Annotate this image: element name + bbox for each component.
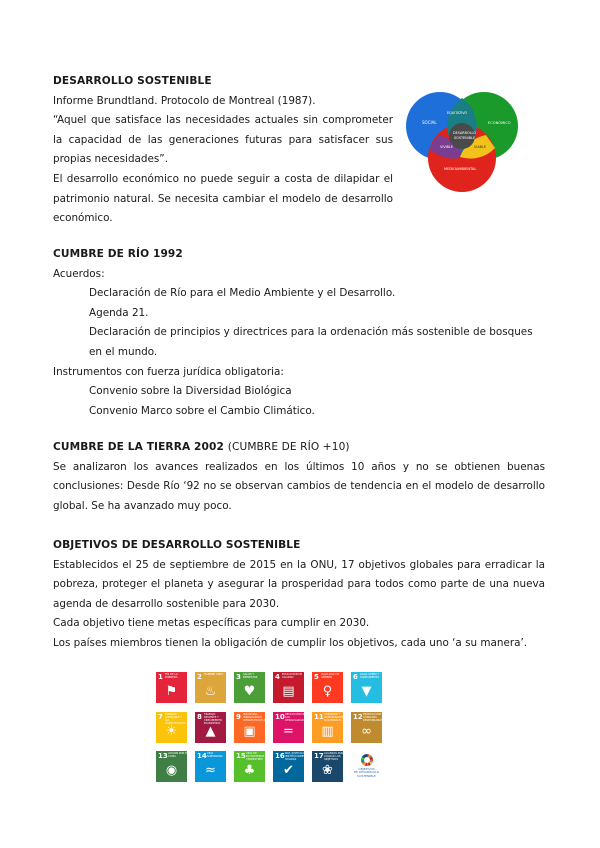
sdg-tile-17 bbox=[312, 751, 343, 782]
social-label: SOCIAL bbox=[422, 120, 437, 125]
sdg-tile-1 bbox=[156, 672, 187, 703]
center-label-2: SOSTENIBLE bbox=[454, 136, 476, 140]
sdg-number: 8 bbox=[197, 712, 202, 721]
dove-icon: ✔ bbox=[283, 763, 294, 778]
bearable-label: VIVIBLE bbox=[440, 145, 453, 149]
section-heading: OBJETIVOS DE DESARROLLO SOSTENIBLE bbox=[53, 539, 301, 551]
sdg-label: SALUD Y BIENESTAR bbox=[243, 673, 258, 679]
sdg-logo-tile bbox=[351, 751, 382, 782]
sdg-label: VIDA DE ECOSISTEMAS TERRESTRES bbox=[246, 752, 265, 761]
paragraph: Establecidos el 25 de septiembre de 2015 en la ONU, 17 objetivos globales para erradicar la pobreza, proteger el planeta y asegurar la prosperidad para todos como parte de una nueva agenda de desarrollo sostenible para 2030. bbox=[53, 558, 545, 610]
economic-label: ECONÓMICO bbox=[488, 121, 511, 125]
viable-label: VIABLE bbox=[474, 145, 486, 149]
heartbeat-icon: ♥ bbox=[243, 684, 256, 699]
sdg-tile-7 bbox=[156, 712, 187, 743]
sdg-tile-8 bbox=[195, 712, 226, 743]
section-desarrollo-sostenible bbox=[53, 72, 393, 229]
sdg-tile-13 bbox=[156, 751, 187, 782]
sdg-label: VIDA SUBMARINA bbox=[207, 752, 223, 758]
heading-sub: (CUMBRE DE RÍO +10) bbox=[227, 441, 350, 453]
brundtland-quote: “Aquel que satisface las necesidades actuales sin comprometer la capacidad de las generaciones futuras para satisfacer sus propias necesidades”. bbox=[53, 114, 393, 166]
equal-icon: = bbox=[283, 723, 294, 739]
knot-icon: ❀ bbox=[322, 763, 333, 778]
sun-icon: ☀ bbox=[165, 723, 178, 739]
list-item: Agenda 21. bbox=[89, 306, 149, 319]
section-heading: DESARROLLO SOSTENIBLE bbox=[53, 75, 212, 87]
list-item: Declaración de principios y directrices para la ordenación más sostenible de bosques en el mundo. bbox=[89, 326, 533, 358]
sdg-label: CIUDADES Y COMUNIDADES SOSTENIBLES bbox=[324, 712, 344, 722]
sdg-tiles-grid bbox=[156, 672, 382, 782]
sdg-number: 14 bbox=[197, 752, 207, 760]
list-item: Declaración de Río para el Medio Ambiente y el Desarrollo. bbox=[89, 287, 396, 300]
sdg-number: 5 bbox=[314, 673, 319, 681]
bowl-icon: ♨ bbox=[204, 684, 217, 699]
sdg-number: 15 bbox=[236, 752, 246, 760]
sdg-tile-9 bbox=[234, 712, 269, 743]
section-heading bbox=[53, 438, 545, 458]
sdg-number: 13 bbox=[158, 752, 168, 760]
sdg-label: IGUALDAD DE GÉNERO bbox=[321, 673, 340, 679]
sdg-label: PAZ, JUSTICIA E INSTITUCIONES SÓLIDAS bbox=[285, 752, 306, 761]
center-label-1: DESARROLLO bbox=[453, 131, 476, 135]
sdg-label: ENERGÍA ASEQUIBLE Y NO CONTAMINANTE bbox=[165, 712, 186, 725]
sdg-tile-2 bbox=[195, 672, 226, 703]
paragraph: Los países miembros tienen la obligación de cumplir los objetivos, cada uno ‘a su manera’. bbox=[53, 636, 528, 649]
sdg-number: 10 bbox=[275, 712, 285, 721]
book-icon: ▤ bbox=[282, 684, 295, 699]
sdg-label: ACCIÓN POR EL CLIMA bbox=[168, 752, 189, 758]
water-icon: ▼ bbox=[361, 684, 372, 699]
sdg-number: 11 bbox=[314, 712, 324, 721]
list-item: Convenio sobre la Diversidad Biológica bbox=[89, 385, 292, 398]
sdg-label: TRABAJO DECENTE Y CRECIMIENTO ECONÓMICO bbox=[204, 712, 223, 725]
eye-globe-icon: ◉ bbox=[165, 763, 178, 778]
gender-icon: ♀ bbox=[322, 684, 333, 699]
sdg-tile-5 bbox=[312, 672, 343, 703]
section-objetivos-ods bbox=[53, 536, 545, 654]
report-line: Informe Brundtland. Protocolo de Montreal (1987). bbox=[53, 94, 316, 107]
sdg-label: ALIANZAS PARA LOGRAR LOS OBJETIVOS bbox=[324, 752, 345, 761]
sdg-number: 9 bbox=[236, 712, 241, 721]
sdg-number: 1 bbox=[158, 673, 163, 681]
sdg-tile-10 bbox=[273, 712, 308, 743]
sdg-label: HAMBRE CERO bbox=[204, 673, 224, 676]
sdg-label: PRODUCCIÓN Y CONSUMO RESPONSABLES bbox=[363, 712, 384, 722]
sdg-tile-11 bbox=[312, 712, 343, 743]
sdg-label: REDUCCIÓN DE LAS DESIGUALDADES bbox=[285, 712, 308, 722]
city-icon: ▥ bbox=[321, 723, 334, 739]
sdg-label: FIN DE LA POBREZA bbox=[165, 673, 178, 679]
sdg-number: 3 bbox=[236, 673, 241, 681]
paragraph: Cada objetivo tiene metas específicas para cumplir en 2030. bbox=[53, 617, 370, 630]
sdg-number: 16 bbox=[275, 752, 285, 760]
agreements-label: Acuerdos: bbox=[53, 267, 105, 280]
sdg-number: 12 bbox=[353, 712, 363, 721]
sdg-label: INDUSTRIA, INNOVACIÓN E INFRAESTRUCTURA bbox=[243, 712, 269, 722]
section-cumbre-tierra-2002 bbox=[53, 438, 545, 516]
sustainability-venn-diagram bbox=[398, 86, 524, 196]
sdg-tile-3 bbox=[234, 672, 265, 703]
family-icon: ⚑ bbox=[165, 684, 178, 699]
tree-icon: ♣ bbox=[243, 763, 256, 778]
sdg-number: 6 bbox=[353, 673, 358, 681]
chart-icon: ▲ bbox=[205, 723, 216, 739]
sdg-logo-line2: DE DESARROLLO bbox=[353, 770, 380, 775]
sdg-tile-15 bbox=[234, 751, 265, 782]
sdg-wheel-center bbox=[364, 757, 370, 763]
sdg-number: 17 bbox=[314, 752, 324, 760]
sdg-tile-12 bbox=[351, 712, 382, 743]
equitable-label: EQUITATIVO bbox=[447, 111, 468, 115]
fish-icon: ≈ bbox=[205, 763, 216, 778]
sdg-number: 4 bbox=[275, 673, 280, 681]
section-cumbre-rio-1992 bbox=[53, 245, 545, 421]
sdg-logo-line1: OBJETIVOS bbox=[358, 767, 375, 771]
instruments-label: Instrumentos con fuerza jurídica obligatoria: bbox=[53, 365, 284, 378]
sdg-tile-14 bbox=[195, 751, 226, 782]
infinity-icon: ∞ bbox=[361, 723, 372, 739]
sdg-number: 2 bbox=[197, 673, 202, 681]
sdg-number: 7 bbox=[158, 712, 163, 721]
paragraph: El desarrollo económico no puede seguir a costa de dilapidar el patrimonio natural. Se necesita cambiar el modelo de desarrollo económico. bbox=[53, 172, 393, 225]
paragraph: Se analizaron los avances realizados en los últimos 10 años y no se obtienen buenas conclusiones: Desde Río ‘92 no se observan cambios de tendencia en el modelo de desarrollo global. Se ha avanzado muy poco. bbox=[53, 460, 545, 512]
sdg-tile-16 bbox=[273, 751, 304, 782]
cubes-icon: ▣ bbox=[243, 723, 256, 739]
environmental-label: MEDIOAMBIENTAL bbox=[444, 167, 477, 171]
sdg-label: EDUCACIÓN DE CALIDAD bbox=[282, 673, 303, 679]
sdg-tile-4 bbox=[273, 672, 304, 703]
section-heading: CUMBRE DE RÍO 1992 bbox=[53, 248, 183, 260]
list-item: Convenio Marco sobre el Cambio Climático. bbox=[89, 404, 315, 417]
sdg-logo-line3: SOSTENIBLE bbox=[357, 773, 376, 778]
sdg-tile-6 bbox=[351, 672, 382, 703]
sdg-logo-text bbox=[351, 768, 382, 778]
heading-main: CUMBRE DE LA TIERRA 2002 bbox=[53, 441, 224, 453]
sdg-label: AGUA LIMPIA Y SANEAMIENTO bbox=[360, 673, 380, 679]
